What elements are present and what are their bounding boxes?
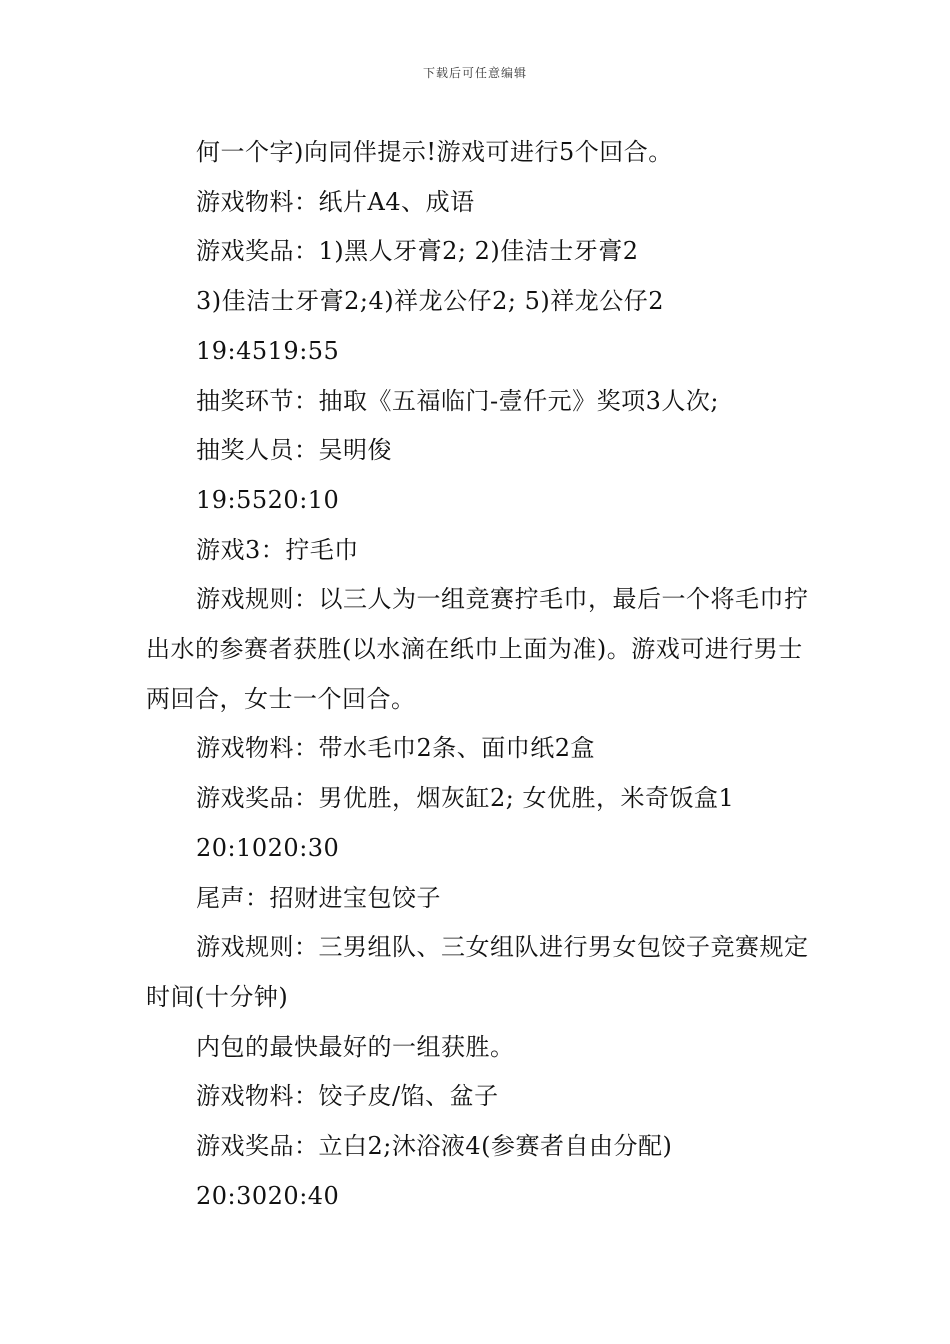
paragraph: 3)佳洁士牙膏2;4)祥龙公仔2; 5)祥龙公仔2 [196, 287, 665, 316]
paragraph: 20:1020:30 [196, 833, 340, 862]
document-body [146, 128, 810, 1221]
paragraph: 19:5520:10 [196, 485, 340, 514]
paragraph: 游戏物料：饺子皮/馅、盆子 [196, 1082, 499, 1111]
paragraph: 抽奖人员：吴明俊 [196, 436, 392, 465]
paragraph: 内包的最快最好的一组获胜。 [196, 1032, 515, 1061]
paragraph: 游戏奖品：立白2;沐浴液4(参赛者自由分配) [196, 1132, 673, 1161]
paragraph: 20:3020:40 [196, 1181, 340, 1210]
paragraph: 抽奖环节：抽取《五福临门-壹仟元》奖项3人次; [196, 386, 719, 415]
paragraph: 游戏物料：纸片A4、成语 [196, 187, 475, 216]
paragraph: 19:4519:55 [196, 336, 340, 365]
paragraph: 游戏物料：带水毛巾2条、面巾纸2盒 [196, 734, 596, 763]
paragraph: 游戏奖品：1)黑人牙膏2; 2)佳洁士牙膏2 [196, 237, 639, 266]
paragraph: 何一个字)向同伴提示!游戏可进行5个回合。 [196, 138, 673, 166]
paragraph: 尾声：招财进宝包饺子 [196, 883, 441, 912]
paragraph: 游戏规则：以三人为一组竞赛拧毛巾，最后一个将毛巾拧出水的参赛者获胜(以水滴在纸巾上面为准)。游戏可进行男士两回合，女士一个回合。 [146, 585, 809, 713]
paragraph: 游戏3：拧毛巾 [196, 535, 359, 564]
page-header: 下载后可任意编辑 [422, 66, 527, 80]
paragraph: 游戏规则：三男组队、三女组队进行男女包饺子竞赛规定时间(十分钟) [146, 933, 809, 1011]
paragraph: 游戏奖品：男优胜，烟灰缸2; 女优胜，米奇饭盒1 [196, 784, 735, 813]
